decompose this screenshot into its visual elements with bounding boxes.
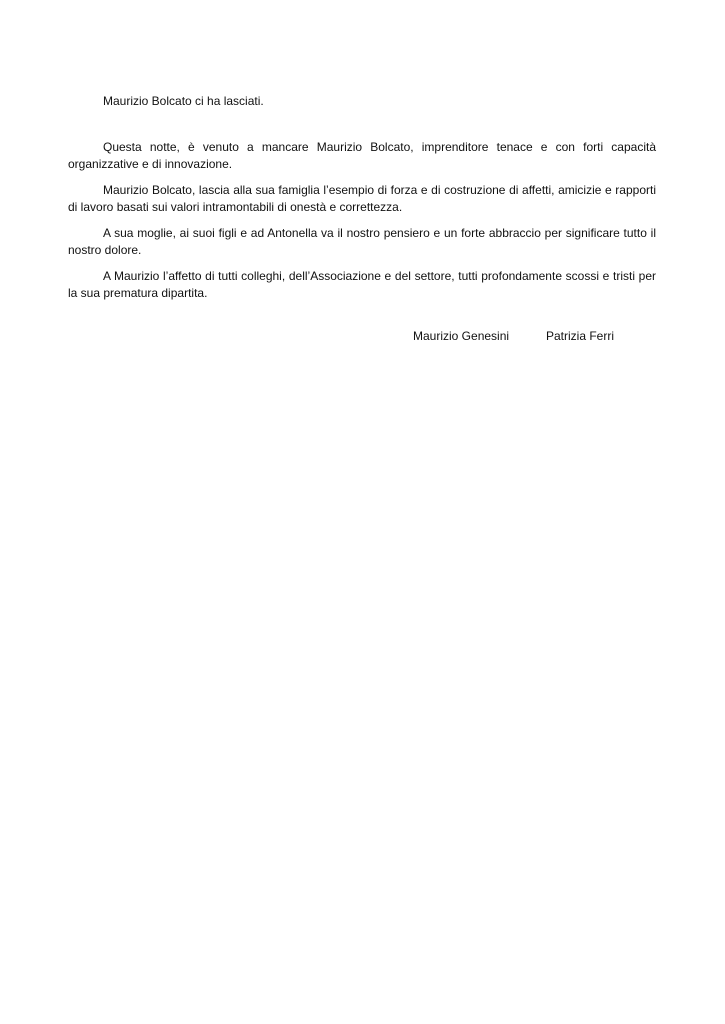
document-body xyxy=(68,139,656,311)
paragraph-1: Questa notte, è venuto a mancare Maurizio Bolcato, imprenditore tenace e con forti capacità organizzative e di innovazione. xyxy=(68,140,656,171)
paragraph-4: A Maurizio l’affetto di tutti colleghi, dell’Associazione e del settore, tutti profondamente scossi e tristi per la sua prematura dipartita. xyxy=(68,269,656,300)
document-title: Maurizio Bolcato ci ha lasciati. xyxy=(103,94,264,108)
signature-patrizia-ferri: Patrizia Ferri xyxy=(546,329,615,343)
signature-maurizio-genesini: Maurizio Genesini xyxy=(413,329,510,343)
paragraph-3: A sua moglie, ai suoi figli e ad Antonella va il nostro pensiero e un forte abbraccio per significare tutto il nostro dolore. xyxy=(68,226,656,257)
paragraph-2: Maurizio Bolcato, lascia alla sua famiglia l’esempio di forza e di costruzione di affetti, amicizie e rapporti di lavoro basati sui valori intramontabili di onestà e correttezza. xyxy=(68,183,656,214)
